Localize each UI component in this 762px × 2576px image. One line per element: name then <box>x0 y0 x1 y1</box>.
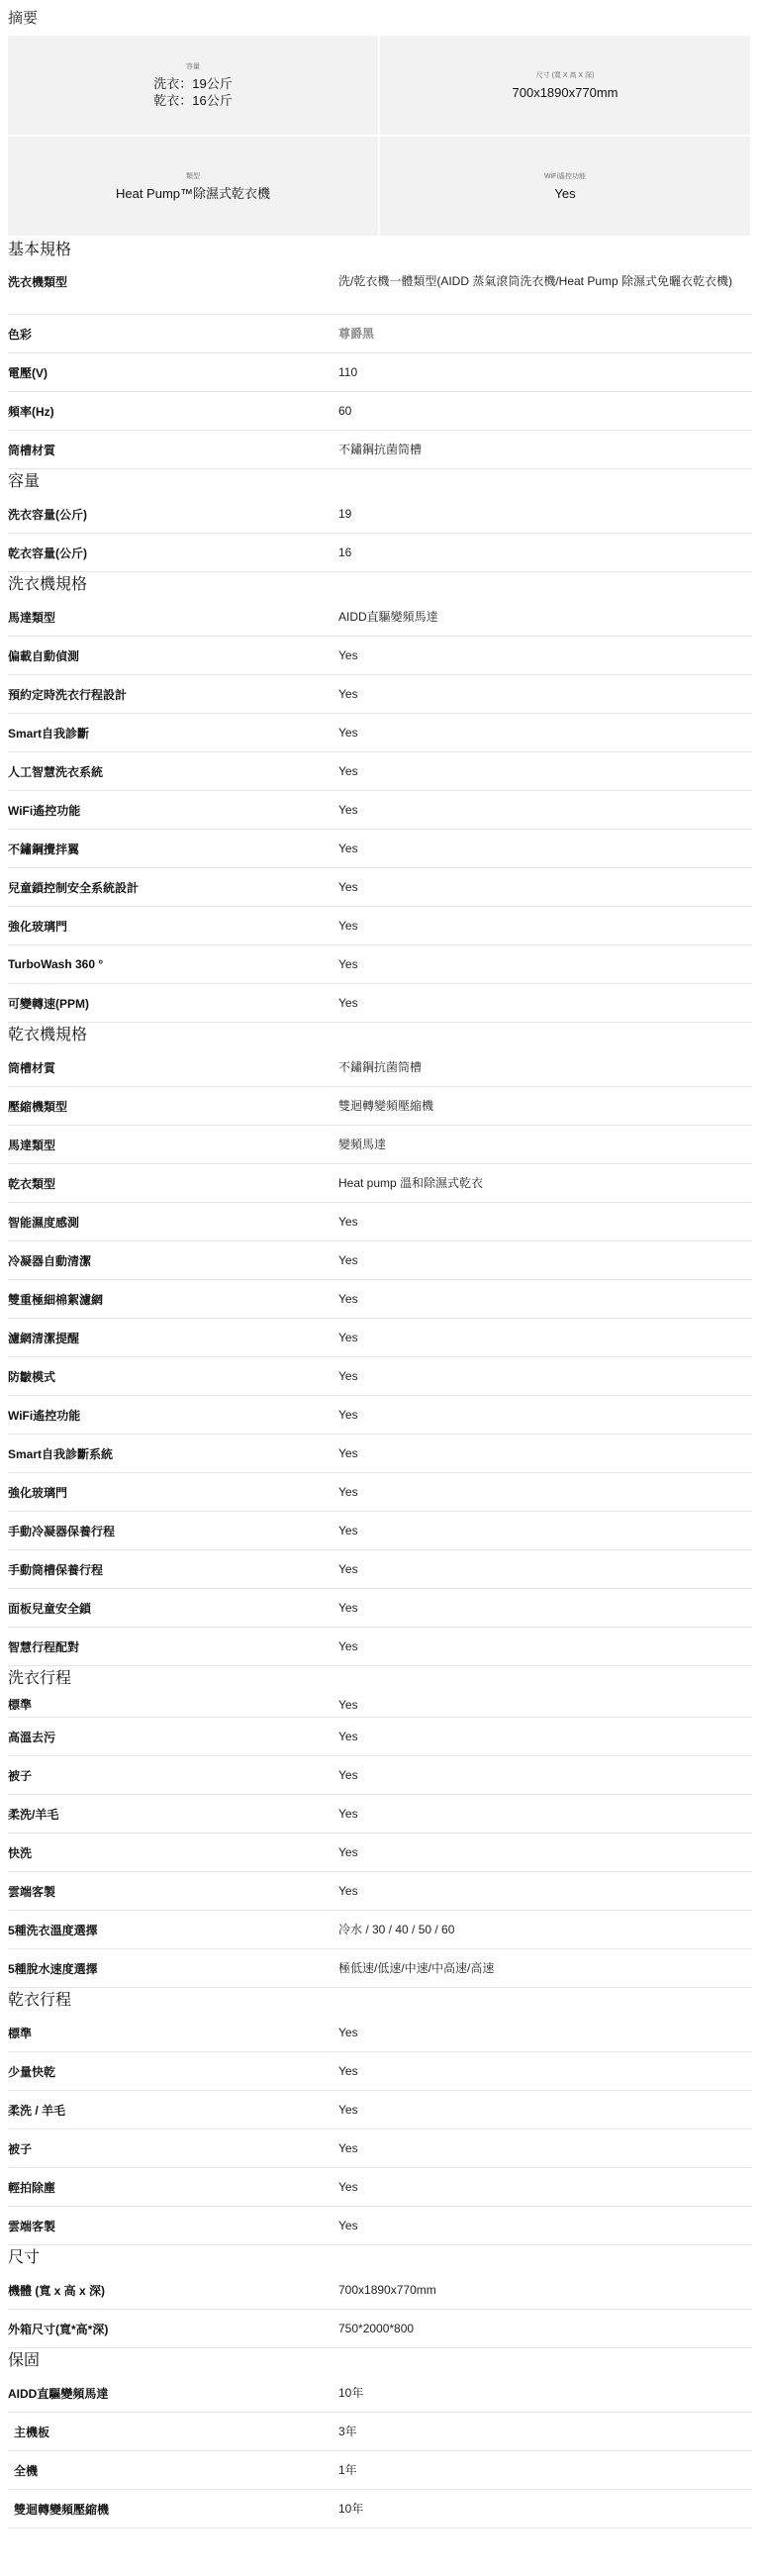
spec-row <box>8 830 752 868</box>
spec-value: Yes <box>338 2180 358 2194</box>
spec-value: Yes <box>338 1807 358 1821</box>
spec-value: Yes <box>338 1845 358 1859</box>
spec-label: 防皺模式 <box>8 1369 56 1384</box>
spec-value: 19 <box>338 507 352 521</box>
section-title: 乾衣行程 <box>8 1992 72 2009</box>
spec-value: Yes <box>338 1292 358 1306</box>
spec-label: 標準 <box>8 1698 33 1712</box>
summary-label: 容量 <box>186 63 200 70</box>
spec-value: Yes <box>338 996 358 1010</box>
spec-value: 變頻馬達 <box>338 1138 387 1151</box>
summary-grid <box>8 36 750 236</box>
summary-label: 類型 <box>186 172 200 180</box>
spec-value: Yes <box>338 1369 358 1383</box>
spec-row <box>8 1396 752 1435</box>
summary-type <box>8 137 378 236</box>
spec-row <box>8 392 752 431</box>
spec-value: Yes <box>338 1408 358 1422</box>
spec-label: 外箱尺寸(寬*高*深) <box>8 2322 109 2336</box>
spec-row <box>8 534 752 572</box>
spec-label: 雲端客製 <box>8 1884 56 1899</box>
spec-section <box>8 1666 752 1988</box>
spec-row <box>8 1949 752 1988</box>
spec-row <box>8 2374 752 2413</box>
spec-label: AIDD直驅變頻馬達 <box>8 2386 109 2401</box>
spec-row <box>8 907 752 945</box>
section-title: 容量 <box>8 473 41 490</box>
spec-row <box>8 868 752 907</box>
summary-label: WiFi遙控功能 <box>544 172 586 180</box>
spec-value: 尊爵黑 <box>338 327 375 341</box>
spec-value: 10年 <box>338 2386 364 2400</box>
spec-label: 手動冷凝器保養行程 <box>8 1524 116 1538</box>
spec-label: 偏載自動偵測 <box>8 648 80 663</box>
spec-value: Yes <box>338 2103 358 2117</box>
spec-row <box>8 1628 752 1666</box>
spec-value: Yes <box>338 842 358 855</box>
spec-value: Yes <box>338 880 358 894</box>
spec-label: 雲端客製 <box>8 2219 56 2233</box>
spec-value: AIDD直驅變頻馬達 <box>338 610 438 624</box>
spec-label: 洗衣機類型 <box>8 275 68 289</box>
spec-label: WiFi遙控功能 <box>8 803 81 818</box>
spec-label: TurboWash 360 ° <box>8 957 104 971</box>
spec-row <box>8 2168 752 2207</box>
spec-value: 冷水 / 30 / 40 / 50 / 60 <box>338 1923 455 1936</box>
section-title: 基本規格 <box>8 242 72 258</box>
spec-value: Yes <box>338 687 358 701</box>
spec-row <box>8 263 752 315</box>
spec-value: 10年 <box>338 2502 364 2516</box>
summary-value: Yes <box>554 185 576 201</box>
spec-label: 被子 <box>8 2141 33 2156</box>
spec-row <box>8 791 752 830</box>
spec-row <box>8 1203 752 1241</box>
spec-value: Yes <box>338 1253 358 1267</box>
spec-label: 面板兒童安全鎖 <box>8 1601 92 1616</box>
spec-row <box>8 2207 752 2245</box>
spec-section <box>8 1988 752 2245</box>
spec-row <box>8 1589 752 1628</box>
spec-row <box>8 2271 752 2310</box>
spec-value: Yes <box>338 1730 358 1743</box>
spec-label: 輕拍除塵 <box>8 2180 56 2195</box>
spec-row <box>8 1872 752 1911</box>
spec-label: 電壓(V) <box>8 365 48 380</box>
spec-label: 壓縮機類型 <box>8 1099 68 1114</box>
spec-row <box>8 2451 752 2490</box>
spec-label: 快洗 <box>8 1845 33 1860</box>
spec-row <box>8 2413 752 2451</box>
spec-label: 乾衣容量(公斤) <box>8 545 87 560</box>
spec-label: 筒槽材質 <box>8 443 56 457</box>
spec-label: WiFi遙控功能 <box>8 1408 81 1423</box>
spec-value: Yes <box>338 1601 358 1615</box>
spec-label: 洗衣容量(公斤) <box>8 507 87 522</box>
spec-value: 750*2000*800 <box>338 2322 415 2335</box>
spec-list <box>8 238 752 2528</box>
spec-label: 全機 <box>14 2463 39 2478</box>
spec-value: Yes <box>338 957 358 971</box>
spec-section <box>8 572 752 1023</box>
spec-row <box>8 1756 752 1795</box>
spec-label: 頻率(Hz) <box>8 404 54 419</box>
spec-label: 5種脫水速度選擇 <box>8 1961 98 1976</box>
spec-value: Yes <box>338 726 358 740</box>
spec-label: 冷凝器自動清潔 <box>8 1253 92 1268</box>
spec-value: Yes <box>338 1446 358 1460</box>
spec-section <box>8 469 752 572</box>
spec-row <box>8 637 752 675</box>
spec-label: 少量快乾 <box>8 2064 56 2079</box>
spec-row <box>8 353 752 392</box>
summary-value: 700x1890x770mm <box>512 84 619 100</box>
spec-row <box>8 1692 752 1718</box>
spec-row <box>8 752 752 791</box>
spec-row <box>8 2091 752 2130</box>
spec-value: Yes <box>338 1215 358 1229</box>
spec-label: 手動筒槽保養行程 <box>8 1562 104 1577</box>
spec-label: 柔洗 / 羊毛 <box>8 2103 66 2118</box>
spec-value: Yes <box>338 1697 358 1712</box>
spec-row <box>8 1241 752 1280</box>
spec-value: Yes <box>338 648 358 662</box>
spec-label: 5種洗衣溫度選擇 <box>8 1923 98 1937</box>
spec-value: 3年 <box>338 2425 357 2438</box>
spec-value: Yes <box>338 1884 358 1898</box>
spec-value: Yes <box>338 764 358 778</box>
spec-row <box>8 1795 752 1833</box>
spec-label: 智慧行程配對 <box>8 1639 80 1654</box>
spec-value: Yes <box>338 1331 358 1344</box>
spec-row <box>8 431 752 469</box>
spec-section <box>8 2348 752 2528</box>
spec-value: Yes <box>338 2219 358 2232</box>
spec-row <box>8 1512 752 1550</box>
spec-value: 雙迴轉變頻壓縮機 <box>338 1099 434 1113</box>
spec-label: 濾網清潔提醒 <box>8 1331 80 1345</box>
spec-label: 高溫去污 <box>8 1730 56 1744</box>
spec-label: 人工智慧洗衣系統 <box>8 764 104 779</box>
spec-label: 強化玻璃門 <box>8 919 68 934</box>
spec-row <box>8 1087 752 1126</box>
spec-row <box>8 945 752 984</box>
spec-label: 機體 (寬 x 高 x 深) <box>8 2283 106 2298</box>
spec-row <box>8 2014 752 2052</box>
spec-label: 主機板 <box>14 2425 50 2439</box>
spec-value: Yes <box>338 1524 358 1537</box>
spec-label: 可變轉速(PPM) <box>8 996 89 1011</box>
spec-value: 極低速/低速/中速/中高速/高速 <box>338 1961 495 1975</box>
spec-row <box>8 495 752 534</box>
spec-row <box>8 1718 752 1756</box>
spec-label: 筒槽材質 <box>8 1060 56 1075</box>
spec-row <box>8 2052 752 2091</box>
spec-label: 兒童鎖控制安全系統設計 <box>8 880 140 895</box>
spec-value: Yes <box>338 1639 358 1653</box>
spec-row <box>8 2310 752 2348</box>
spec-row <box>8 1550 752 1589</box>
spec-label: Smart自我診斷系統 <box>8 1446 114 1461</box>
spec-value: 洗/乾衣機一體類型(AIDD 蒸氣滾筒洗衣機/Heat Pump 除濕式免曬衣乾衣機) <box>338 274 733 288</box>
spec-value: 700x1890x770mm <box>338 2283 436 2297</box>
summary-dimensions <box>380 36 750 135</box>
spec-value: 110 <box>338 365 358 379</box>
spec-row <box>8 984 752 1023</box>
spec-value: Yes <box>338 919 358 933</box>
section-title: 洗衣行程 <box>8 1670 72 1687</box>
spec-value: Yes <box>338 2141 358 2155</box>
spec-label: 馬達類型 <box>8 610 56 625</box>
spec-section <box>8 238 752 469</box>
spec-value: Yes <box>338 1485 358 1499</box>
section-title: 洗衣機規格 <box>8 576 88 593</box>
spec-label: 不鏽鋼攪拌翼 <box>8 842 80 856</box>
section-title: 乾衣機規格 <box>8 1027 88 1043</box>
spec-row <box>8 2490 752 2528</box>
spec-label: 標準 <box>8 2026 33 2040</box>
spec-label: 色彩 <box>8 327 33 342</box>
summary-label: 尺寸 (寬 X 高 X 深) <box>535 71 595 79</box>
spec-row <box>8 1473 752 1512</box>
spec-value: Yes <box>338 1768 358 1782</box>
summary-wifi <box>380 137 750 236</box>
spec-value: Yes <box>338 2064 358 2078</box>
spec-section <box>8 1023 752 1666</box>
spec-section <box>8 2245 752 2348</box>
spec-value: 不鏽鋼抗菌筒槽 <box>338 1060 423 1074</box>
spec-row <box>8 1126 752 1164</box>
spec-label: Smart自我診斷 <box>8 726 90 741</box>
spec-value: Yes <box>338 2026 358 2039</box>
summary-value: Heat Pump™除濕式乾衣機 <box>115 185 271 201</box>
spec-row <box>8 675 752 714</box>
spec-row <box>8 1833 752 1872</box>
spec-row <box>8 1435 752 1473</box>
spec-label: 柔洗/羊毛 <box>8 1807 59 1822</box>
summary-value: 洗衣：19公斤 乾衣：16公斤 <box>153 76 233 108</box>
spec-row <box>8 598 752 637</box>
spec-label: 雙迴轉變頻壓縮機 <box>14 2502 110 2517</box>
spec-row <box>8 2130 752 2168</box>
summary-capacity <box>8 36 378 135</box>
spec-label: 乾衣類型 <box>8 1176 56 1191</box>
spec-label: 雙重極細棉絮濾網 <box>8 1292 104 1307</box>
spec-value: 16 <box>338 545 352 559</box>
spec-row <box>8 1048 752 1087</box>
section-title: 保固 <box>8 2352 41 2369</box>
spec-label: 強化玻璃門 <box>8 1485 68 1500</box>
spec-row <box>8 1164 752 1203</box>
spec-value: Heat pump 溫和除濕式乾衣 <box>338 1176 484 1190</box>
spec-row <box>8 315 752 353</box>
spec-row <box>8 1280 752 1319</box>
section-title: 尺寸 <box>8 2249 41 2266</box>
spec-row <box>8 1911 752 1949</box>
spec-label: 被子 <box>8 1768 33 1783</box>
spec-value: 60 <box>338 404 352 418</box>
spec-value: Yes <box>338 803 358 817</box>
spec-value: Yes <box>338 1562 358 1576</box>
spec-row <box>8 714 752 752</box>
page-title: 摘要 <box>8 10 39 27</box>
spec-value: 不鏽鋼抗菌筒槽 <box>338 443 423 456</box>
spec-label: 智能濕度感測 <box>8 1215 80 1230</box>
spec-row <box>8 1319 752 1357</box>
spec-label: 馬達類型 <box>8 1138 56 1152</box>
spec-row <box>8 1357 752 1396</box>
spec-label: 預約定時洗衣行程設計 <box>8 687 128 702</box>
spec-value: 1年 <box>338 2463 357 2477</box>
